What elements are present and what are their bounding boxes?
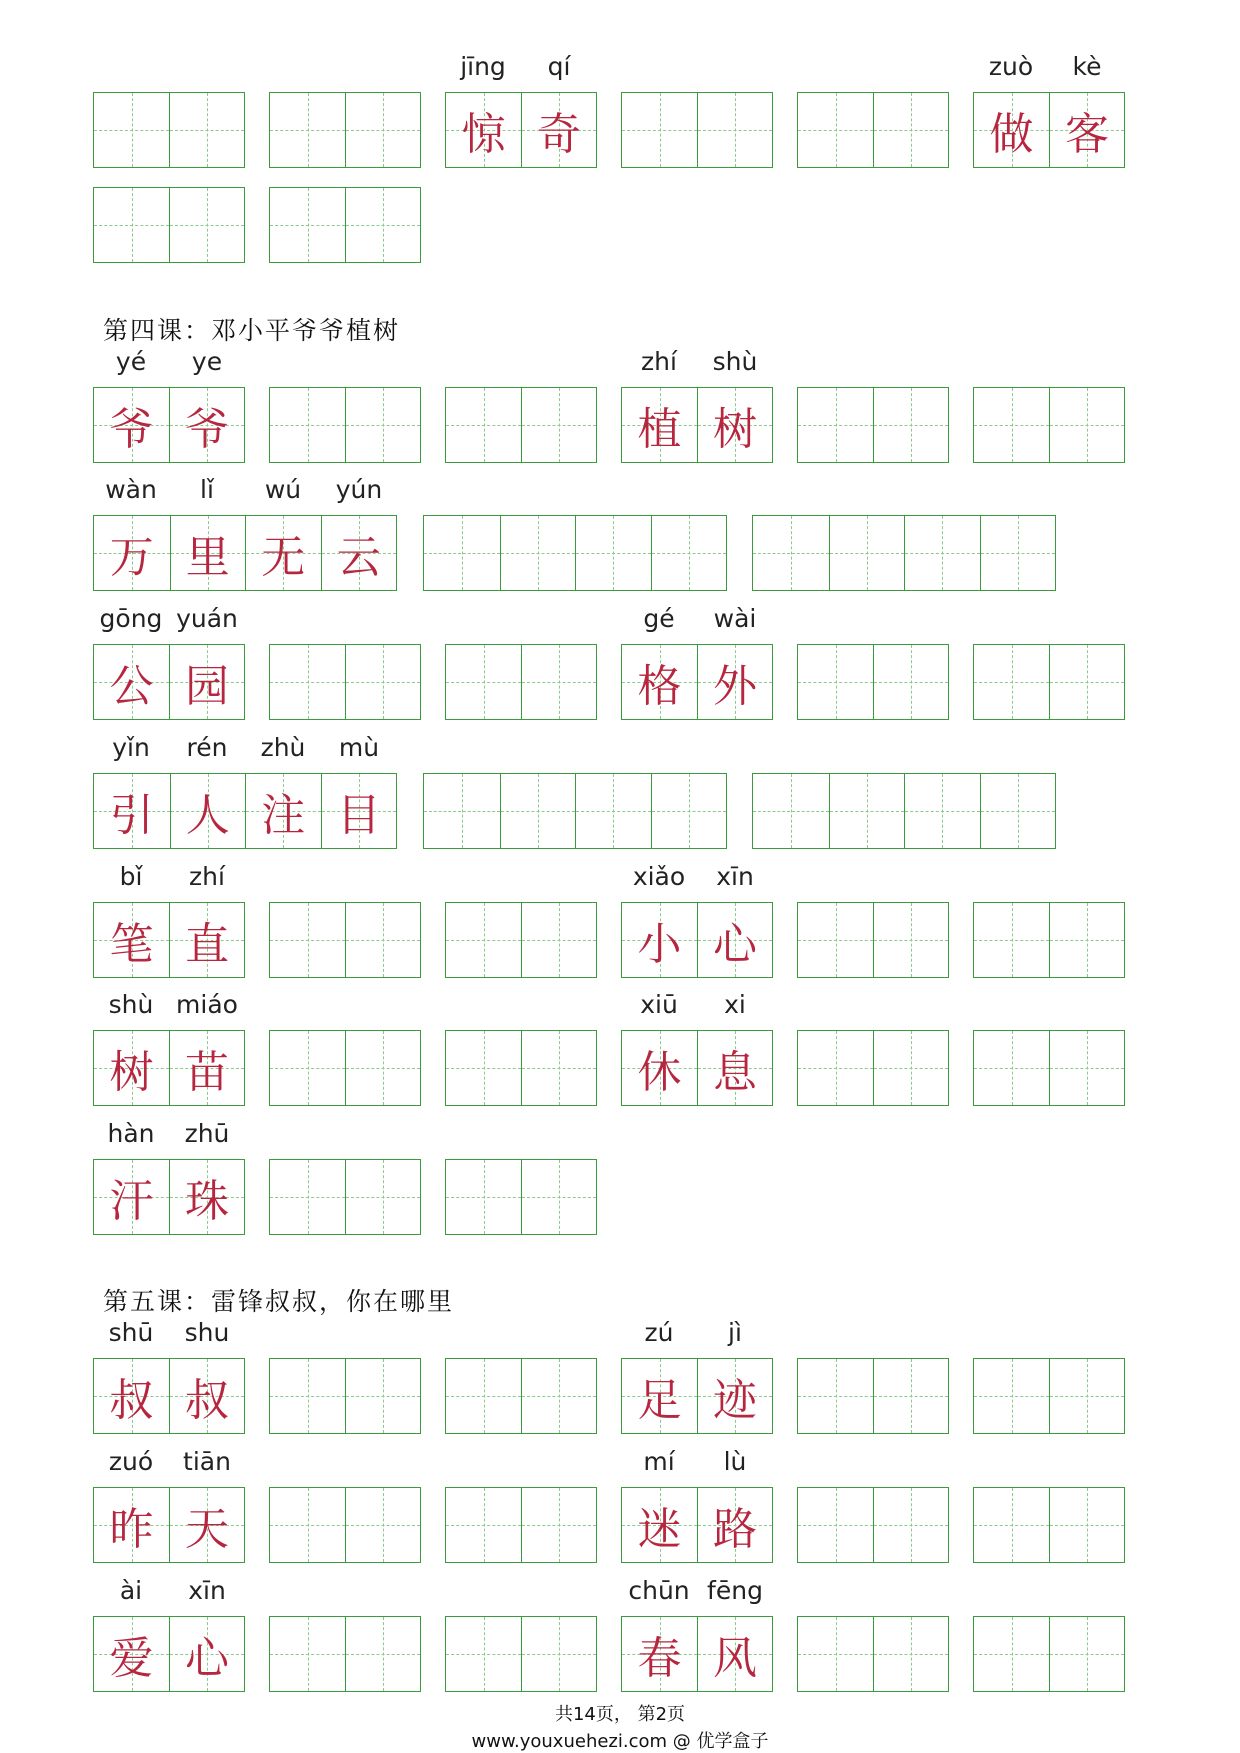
practice-box[interactable] xyxy=(93,92,245,168)
practice-box[interactable] xyxy=(269,1358,421,1434)
grid-cell xyxy=(94,1031,169,1105)
pinyin-label: xiū xyxy=(640,990,678,1019)
grid-cell[interactable] xyxy=(829,774,905,848)
grid-cell[interactable] xyxy=(1049,1359,1124,1433)
grid-cell xyxy=(1049,93,1124,167)
practice-box[interactable] xyxy=(797,1487,949,1563)
hanzi-character: 息 xyxy=(713,1047,757,1098)
grid-cell[interactable] xyxy=(169,93,244,167)
grid-cell[interactable] xyxy=(1049,1031,1124,1105)
grid-cell[interactable] xyxy=(270,1617,345,1691)
hanzi-character: 休 xyxy=(637,1047,682,1098)
grid-cell[interactable] xyxy=(345,188,420,262)
word-box xyxy=(621,1030,773,1106)
grid-cell xyxy=(697,1488,772,1562)
pinyin-label: xiǎo xyxy=(632,862,686,891)
grid-cell[interactable] xyxy=(1049,645,1124,719)
grid-cell[interactable] xyxy=(345,903,420,977)
grid-cell[interactable] xyxy=(424,516,500,590)
grid-cell xyxy=(94,1160,169,1234)
pinyin-label: chūn xyxy=(628,1576,690,1605)
practice-box[interactable] xyxy=(973,1487,1125,1563)
grid-cell[interactable] xyxy=(270,1488,345,1562)
word-box xyxy=(93,1358,245,1434)
practice-box[interactable] xyxy=(445,387,597,463)
grid-cell[interactable] xyxy=(753,774,829,848)
practice-box[interactable] xyxy=(973,1616,1125,1692)
pinyin-label: xīn xyxy=(188,1576,226,1605)
pinyin-label: lǐ xyxy=(200,475,214,504)
grid-cell xyxy=(94,903,169,977)
grid-cell[interactable] xyxy=(974,1031,1049,1105)
grid-cell[interactable] xyxy=(521,903,596,977)
hanzi-character: 人 xyxy=(185,790,230,841)
grid-cell[interactable] xyxy=(980,516,1056,590)
hanzi-character: 爷 xyxy=(109,404,154,455)
pinyin-label: jì xyxy=(728,1318,742,1347)
grid-cell xyxy=(170,516,246,590)
word-box xyxy=(93,387,245,463)
grid-cell xyxy=(697,645,772,719)
grid-cell xyxy=(697,1031,772,1105)
lesson4-title: 第四课：邓小平爷爷植树 xyxy=(103,316,401,345)
pinyin-label: wàn xyxy=(105,475,157,504)
pinyin-label: shū xyxy=(108,1318,154,1347)
word-box xyxy=(445,92,597,168)
grid-cell xyxy=(446,93,521,167)
hanzi-character: 天 xyxy=(185,1504,229,1555)
grid-cell[interactable] xyxy=(94,93,169,167)
grid-cell xyxy=(697,1617,772,1691)
practice-box[interactable] xyxy=(797,1030,949,1106)
word-box xyxy=(621,387,773,463)
practice-box[interactable] xyxy=(797,1616,949,1692)
grid-cell xyxy=(169,1488,244,1562)
practice-box[interactable] xyxy=(445,902,597,978)
hanzi-character: 心 xyxy=(185,1633,229,1684)
pinyin-label: bǐ xyxy=(119,862,143,891)
pinyin-label: shù xyxy=(108,990,154,1019)
hanzi-character: 树 xyxy=(109,1047,154,1098)
grid-cell xyxy=(622,1031,697,1105)
grid-cell[interactable] xyxy=(521,1359,596,1433)
pinyin-label: zuò xyxy=(988,52,1034,81)
practice-box[interactable] xyxy=(445,1030,597,1106)
hanzi-character: 万 xyxy=(109,532,154,583)
grid-cell[interactable] xyxy=(873,1031,948,1105)
word-box xyxy=(93,644,245,720)
practice-box[interactable] xyxy=(973,1358,1125,1434)
hanzi-character: 树 xyxy=(713,404,757,455)
hanzi-character: 迹 xyxy=(713,1375,757,1426)
grid-cell xyxy=(169,1031,244,1105)
practice-box[interactable] xyxy=(797,902,949,978)
grid-cell[interactable] xyxy=(904,774,980,848)
grid-cell[interactable] xyxy=(798,388,873,462)
pinyin-label: zhí xyxy=(189,862,225,891)
hanzi-character: 汗 xyxy=(109,1176,154,1227)
practice-box[interactable] xyxy=(752,773,1056,849)
grid-cell[interactable] xyxy=(798,1031,873,1105)
hanzi-character: 直 xyxy=(185,919,229,970)
grid-cell xyxy=(697,1359,772,1433)
pinyin-label: xīn xyxy=(716,862,754,891)
grid-cell[interactable] xyxy=(651,516,727,590)
grid-cell[interactable] xyxy=(873,93,948,167)
pinyin-label: zhū xyxy=(184,1119,230,1148)
practice-box[interactable] xyxy=(269,902,421,978)
grid-cell xyxy=(622,645,697,719)
grid-cell[interactable] xyxy=(521,1160,596,1234)
grid-cell xyxy=(94,1617,169,1691)
lesson5-title: 第五课：雷锋叔叔，你在哪里 xyxy=(103,1287,455,1316)
grid-cell[interactable] xyxy=(500,774,576,848)
word-box xyxy=(621,902,773,978)
grid-cell[interactable] xyxy=(753,516,829,590)
word-box xyxy=(93,1030,245,1106)
grid-cell xyxy=(974,93,1049,167)
grid-cell[interactable] xyxy=(345,1488,420,1562)
pinyin-label: gé xyxy=(643,604,675,633)
practice-box[interactable] xyxy=(93,187,245,263)
grid-cell xyxy=(697,903,772,977)
grid-cell[interactable] xyxy=(697,93,772,167)
grid-cell[interactable] xyxy=(521,388,596,462)
practice-box[interactable] xyxy=(621,92,773,168)
hanzi-character: 苗 xyxy=(185,1047,229,1098)
pinyin-label: ài xyxy=(119,1576,143,1605)
grid-cell xyxy=(622,1488,697,1562)
hanzi-character: 里 xyxy=(185,532,230,583)
practice-box[interactable] xyxy=(423,773,727,849)
grid-cell xyxy=(170,774,246,848)
grid-cell[interactable] xyxy=(873,1488,948,1562)
grid-cell[interactable] xyxy=(424,774,500,848)
grid-cell[interactable] xyxy=(521,1031,596,1105)
grid-cell[interactable] xyxy=(575,774,651,848)
practice-box[interactable] xyxy=(973,1030,1125,1106)
grid-cell xyxy=(94,1488,169,1562)
word-box xyxy=(93,1159,245,1235)
grid-cell[interactable] xyxy=(974,388,1049,462)
grid-cell xyxy=(94,774,170,848)
grid-cell xyxy=(169,903,244,977)
grid-cell[interactable] xyxy=(521,1617,596,1691)
practice-box[interactable] xyxy=(445,1616,597,1692)
practice-box[interactable] xyxy=(797,387,949,463)
hanzi-character: 目 xyxy=(336,790,381,841)
hanzi-character: 昨 xyxy=(109,1504,154,1555)
grid-cell xyxy=(245,516,321,590)
grid-cell[interactable] xyxy=(345,388,420,462)
grid-cell xyxy=(94,1359,169,1433)
grid-cell[interactable] xyxy=(521,1488,596,1562)
grid-cell[interactable] xyxy=(1049,1617,1124,1691)
pinyin-label: kè xyxy=(1072,52,1102,81)
pinyin-label: xi xyxy=(724,990,746,1019)
hanzi-character: 珠 xyxy=(185,1176,229,1227)
hanzi-character: 足 xyxy=(637,1375,682,1426)
practice-box[interactable] xyxy=(269,387,421,463)
grid-cell xyxy=(521,93,596,167)
practice-box[interactable] xyxy=(797,1358,949,1434)
grid-cell[interactable] xyxy=(974,1617,1049,1691)
practice-box[interactable] xyxy=(269,644,421,720)
pinyin-label: zhí xyxy=(641,347,677,376)
pinyin-label: yuán xyxy=(176,604,238,633)
word-box xyxy=(621,1487,773,1563)
grid-cell[interactable] xyxy=(873,1617,948,1691)
grid-cell[interactable] xyxy=(446,1488,521,1562)
hanzi-character: 格 xyxy=(637,661,682,712)
grid-cell[interactable] xyxy=(270,93,345,167)
practice-box[interactable] xyxy=(445,1487,597,1563)
grid-cell[interactable] xyxy=(270,645,345,719)
grid-cell[interactable] xyxy=(446,388,521,462)
word-box xyxy=(621,644,773,720)
hanzi-character: 奇 xyxy=(537,109,581,160)
practice-box[interactable] xyxy=(973,644,1125,720)
grid-cell[interactable] xyxy=(270,188,345,262)
practice-box[interactable] xyxy=(269,1030,421,1106)
grid-cell[interactable] xyxy=(904,516,980,590)
grid-cell xyxy=(94,645,169,719)
grid-cell[interactable] xyxy=(270,1359,345,1433)
pinyin-label: lù xyxy=(723,1447,747,1476)
word-box xyxy=(93,1616,245,1692)
pinyin-label: ye xyxy=(191,347,223,376)
hanzi-character: 小 xyxy=(637,919,682,970)
pinyin-label: gōng xyxy=(99,604,163,633)
grid-cell[interactable] xyxy=(622,93,697,167)
hanzi-character: 园 xyxy=(185,661,229,712)
pinyin-label: yé xyxy=(115,347,147,376)
grid-cell[interactable] xyxy=(974,1359,1049,1433)
hanzi-character: 引 xyxy=(109,790,154,841)
hanzi-character: 惊 xyxy=(461,109,506,160)
practice-box[interactable] xyxy=(445,1159,597,1235)
practice-box[interactable] xyxy=(445,644,597,720)
pinyin-label: wú xyxy=(264,475,302,504)
word-box xyxy=(621,1616,773,1692)
grid-cell xyxy=(245,774,321,848)
site-credit: www.youxuehezi.com @ 优学盒子 xyxy=(471,1731,769,1752)
practice-box[interactable] xyxy=(423,515,727,591)
hanzi-character: 叔 xyxy=(185,1375,229,1426)
grid-cell[interactable] xyxy=(1049,388,1124,462)
practice-box[interactable] xyxy=(269,1159,421,1235)
practice-box[interactable] xyxy=(445,1358,597,1434)
grid-cell[interactable] xyxy=(446,903,521,977)
grid-cell[interactable] xyxy=(575,516,651,590)
grid-cell[interactable] xyxy=(873,645,948,719)
pinyin-label: yún xyxy=(335,475,383,504)
grid-cell[interactable] xyxy=(270,1160,345,1234)
grid-cell xyxy=(321,516,397,590)
word-box xyxy=(93,902,245,978)
grid-cell[interactable] xyxy=(94,188,169,262)
grid-cell[interactable] xyxy=(345,645,420,719)
pinyin-label: yǐn xyxy=(112,733,150,762)
hanzi-character: 注 xyxy=(261,790,306,841)
practice-box[interactable] xyxy=(973,387,1125,463)
grid-cell[interactable] xyxy=(500,516,576,590)
grid-cell[interactable] xyxy=(873,388,948,462)
grid-cell xyxy=(321,774,397,848)
hanzi-character: 爱 xyxy=(109,1633,154,1684)
grid-cell[interactable] xyxy=(270,1031,345,1105)
grid-cell[interactable] xyxy=(798,1488,873,1562)
pinyin-label: rén xyxy=(186,733,228,762)
hanzi-character: 植 xyxy=(637,404,682,455)
pinyin-label: jīng xyxy=(460,52,506,81)
grid-cell[interactable] xyxy=(1049,903,1124,977)
grid-cell[interactable] xyxy=(345,1617,420,1691)
grid-cell xyxy=(94,516,170,590)
grid-cell[interactable] xyxy=(446,1617,521,1691)
pinyin-label: hàn xyxy=(107,1119,155,1148)
grid-cell[interactable] xyxy=(829,516,905,590)
grid-cell[interactable] xyxy=(270,903,345,977)
grid-cell[interactable] xyxy=(798,645,873,719)
grid-cell xyxy=(169,1160,244,1234)
grid-cell xyxy=(169,388,244,462)
pinyin-label: wài xyxy=(713,604,757,633)
grid-cell[interactable] xyxy=(980,774,1056,848)
pinyin-label: qí xyxy=(547,52,571,81)
grid-cell[interactable] xyxy=(521,645,596,719)
pinyin-label: tiān xyxy=(183,1447,231,1476)
grid-cell[interactable] xyxy=(270,388,345,462)
pinyin-label: zuó xyxy=(108,1447,154,1476)
grid-cell[interactable] xyxy=(345,1031,420,1105)
hanzi-character: 公 xyxy=(109,661,154,712)
grid-cell[interactable] xyxy=(873,1359,948,1433)
grid-cell[interactable] xyxy=(446,1031,521,1105)
practice-box[interactable] xyxy=(269,92,421,168)
pinyin-label: mí xyxy=(643,1447,675,1476)
grid-cell[interactable] xyxy=(446,1359,521,1433)
grid-cell[interactable] xyxy=(974,1488,1049,1562)
hanzi-character: 云 xyxy=(336,532,381,583)
word-box xyxy=(93,1487,245,1563)
word-box xyxy=(93,773,397,849)
grid-cell[interactable] xyxy=(873,903,948,977)
grid-cell xyxy=(94,388,169,462)
grid-cell[interactable] xyxy=(974,903,1049,977)
hanzi-character: 爷 xyxy=(185,404,229,455)
grid-cell[interactable] xyxy=(345,1160,420,1234)
word-box xyxy=(621,1358,773,1434)
grid-cell[interactable] xyxy=(798,903,873,977)
grid-cell[interactable] xyxy=(798,93,873,167)
pinyin-label: shù xyxy=(712,347,758,376)
grid-cell xyxy=(622,388,697,462)
pinyin-label: fēng xyxy=(707,1576,763,1605)
practice-box[interactable] xyxy=(269,1616,421,1692)
hanzi-character: 无 xyxy=(261,532,306,583)
hanzi-character: 客 xyxy=(1065,109,1109,160)
grid-cell[interactable] xyxy=(446,1160,521,1234)
pinyin-label: zú xyxy=(644,1318,674,1347)
word-box xyxy=(93,515,397,591)
practice-box[interactable] xyxy=(797,644,949,720)
hanzi-character: 外 xyxy=(713,661,757,712)
hanzi-character: 做 xyxy=(989,109,1034,160)
grid-cell[interactable] xyxy=(1049,1488,1124,1562)
hanzi-character: 心 xyxy=(713,919,757,970)
practice-box[interactable] xyxy=(269,187,421,263)
pinyin-label: zhù xyxy=(260,733,306,762)
pinyin-label: miáo xyxy=(176,990,238,1019)
grid-cell[interactable] xyxy=(169,188,244,262)
grid-cell xyxy=(169,645,244,719)
grid-cell[interactable] xyxy=(651,774,727,848)
grid-cell[interactable] xyxy=(798,1617,873,1691)
hanzi-character: 风 xyxy=(713,1633,757,1684)
practice-box[interactable] xyxy=(269,1487,421,1563)
hanzi-character: 春 xyxy=(637,1633,682,1684)
grid-cell xyxy=(622,1359,697,1433)
hanzi-character: 迷 xyxy=(637,1504,682,1555)
hanzi-character: 笔 xyxy=(109,919,154,970)
grid-cell xyxy=(697,388,772,462)
grid-cell[interactable] xyxy=(345,93,420,167)
hanzi-character: 叔 xyxy=(109,1375,154,1426)
grid-cell[interactable] xyxy=(446,645,521,719)
pinyin-label: shu xyxy=(184,1318,230,1347)
grid-cell xyxy=(622,903,697,977)
grid-cell[interactable] xyxy=(345,1359,420,1433)
practice-box[interactable] xyxy=(797,92,949,168)
practice-box[interactable] xyxy=(973,902,1125,978)
grid-cell xyxy=(622,1617,697,1691)
grid-cell xyxy=(169,1359,244,1433)
hanzi-character: 路 xyxy=(713,1504,757,1555)
grid-cell xyxy=(169,1617,244,1691)
grid-cell[interactable] xyxy=(974,645,1049,719)
page-info: 共14页， 第2页 xyxy=(554,1704,686,1725)
pinyin-label: mù xyxy=(338,733,380,762)
word-box xyxy=(973,92,1125,168)
practice-box[interactable] xyxy=(752,515,1056,591)
grid-cell[interactable] xyxy=(798,1359,873,1433)
